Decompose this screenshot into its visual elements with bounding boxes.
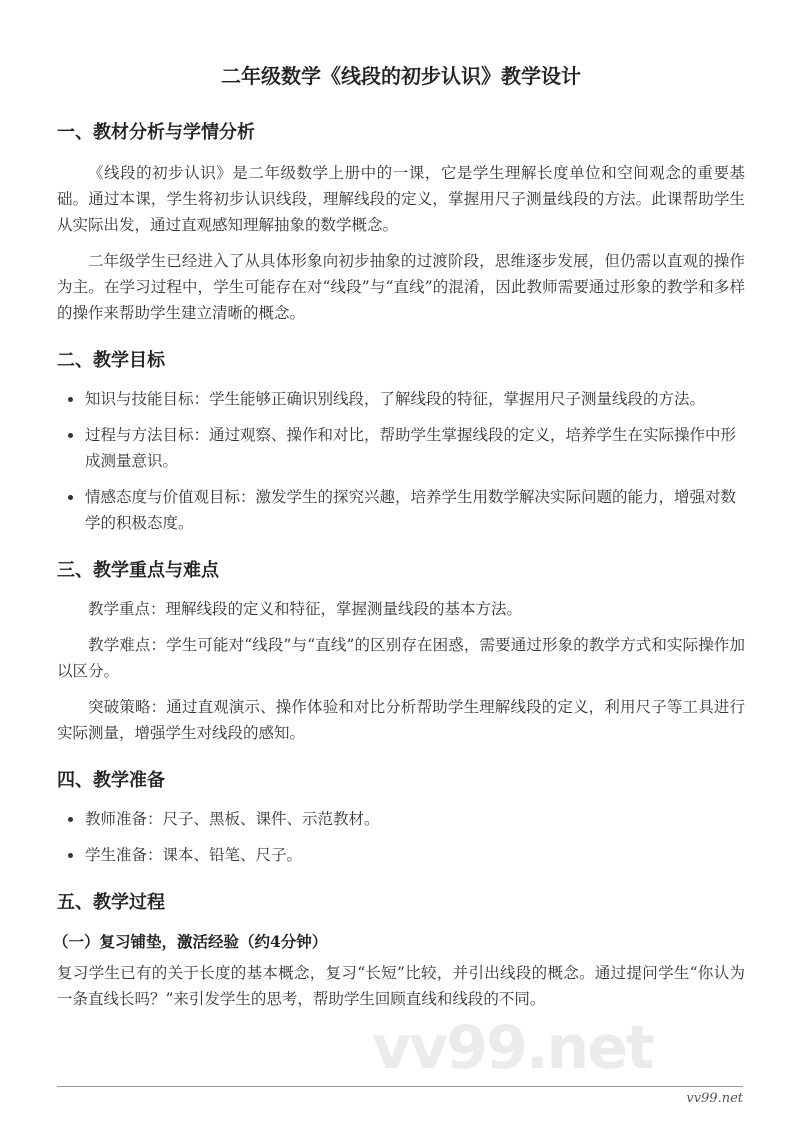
footer-site: vv99.net bbox=[686, 1091, 743, 1106]
section-objectives bbox=[57, 348, 745, 536]
section-heading: 四、教学准备 bbox=[57, 770, 165, 791]
paragraph: 二年级学生已经进入了从具体形象向初步抽象的过渡阶段，思维逐步发展，但仍需以直观的操作为主。在学习过程中，学生可能存在对“线段”与“直线”的混淆，因此教师需要通过形象的教学和多样的操作来帮助学生建立清晰的概念。 bbox=[57, 252, 745, 322]
list-item: 情感态度与价值观目标：激发学生的探究兴趣，培养学生用数学解决实际问题的能力，增强对数学的积极态度。 bbox=[85, 484, 745, 536]
section-process bbox=[53, 890, 745, 1012]
paragraph: 教学难点：学生可能对“线段”与“直线”的区别存在困惑，需要通过形象的教学方式和实际操作加以区分。 bbox=[57, 636, 745, 680]
paragraph: 突破策略：通过直观演示、操作体验和对比分析帮助学生理解线段的定义，利用尺子等工具进行实际测量，增强学生对线段的感知。 bbox=[57, 698, 745, 742]
section-heading: 一、教材分析与学情分析 bbox=[57, 122, 255, 143]
section-analysis bbox=[57, 120, 745, 326]
document-title: 二年级数学《线段的初步认识》教学设计 bbox=[221, 64, 581, 88]
section-key-points bbox=[57, 558, 745, 746]
subsection-heading: （一）复习铺垫，激活经验（约4分钟） bbox=[53, 932, 328, 951]
paragraph: 《线段的初步认识》是二年级数学上册中的一课，它是学生理解长度单位和空间观念的重要基础。通过本课，学生将初步认识线段，理解线段的定义，掌握用尺子测量线段的方法。此课帮助学生从实际出发，通过直观感知理解抽象的数学概念。 bbox=[57, 164, 745, 234]
list-item: 过程与方法目标：通过观察、操作和对比，帮助学生掌握线段的定义，培养学生在实际操作中形成测量意识。 bbox=[85, 422, 745, 474]
document-page bbox=[53, 0, 745, 1108]
footer-divider bbox=[57, 1086, 743, 1087]
watermark: vv99.net bbox=[372, 1013, 653, 1083]
section-heading: 二、教学目标 bbox=[57, 350, 165, 371]
list-item: 知识与技能目标：学生能够正确识别线段，了解线段的特征，掌握用尺子测量线段的方法。 bbox=[85, 386, 745, 412]
section-preparation bbox=[57, 768, 745, 868]
paragraph: 教学重点：理解线段的定义和特征，掌握测量线段的基本方法。 bbox=[88, 600, 523, 618]
paragraph: 复习学生已有的关于长度的基本概念，复习“长短”比较，并引出线段的概念。通过提问学生“你认为一条直线长吗？”来引发学生的思考，帮助学生回顾直线和线段的不同。 bbox=[57, 964, 745, 1008]
section-heading: 三、教学重点与难点 bbox=[57, 560, 219, 581]
list-item: 学生准备：课本、铅笔、尺子。 bbox=[85, 842, 745, 868]
list-item: 教师准备：尺子、黑板、课件、示范教材。 bbox=[85, 806, 745, 832]
preparation-list bbox=[57, 806, 745, 868]
objectives-list bbox=[57, 386, 745, 536]
section-heading: 五、教学过程 bbox=[57, 892, 165, 913]
